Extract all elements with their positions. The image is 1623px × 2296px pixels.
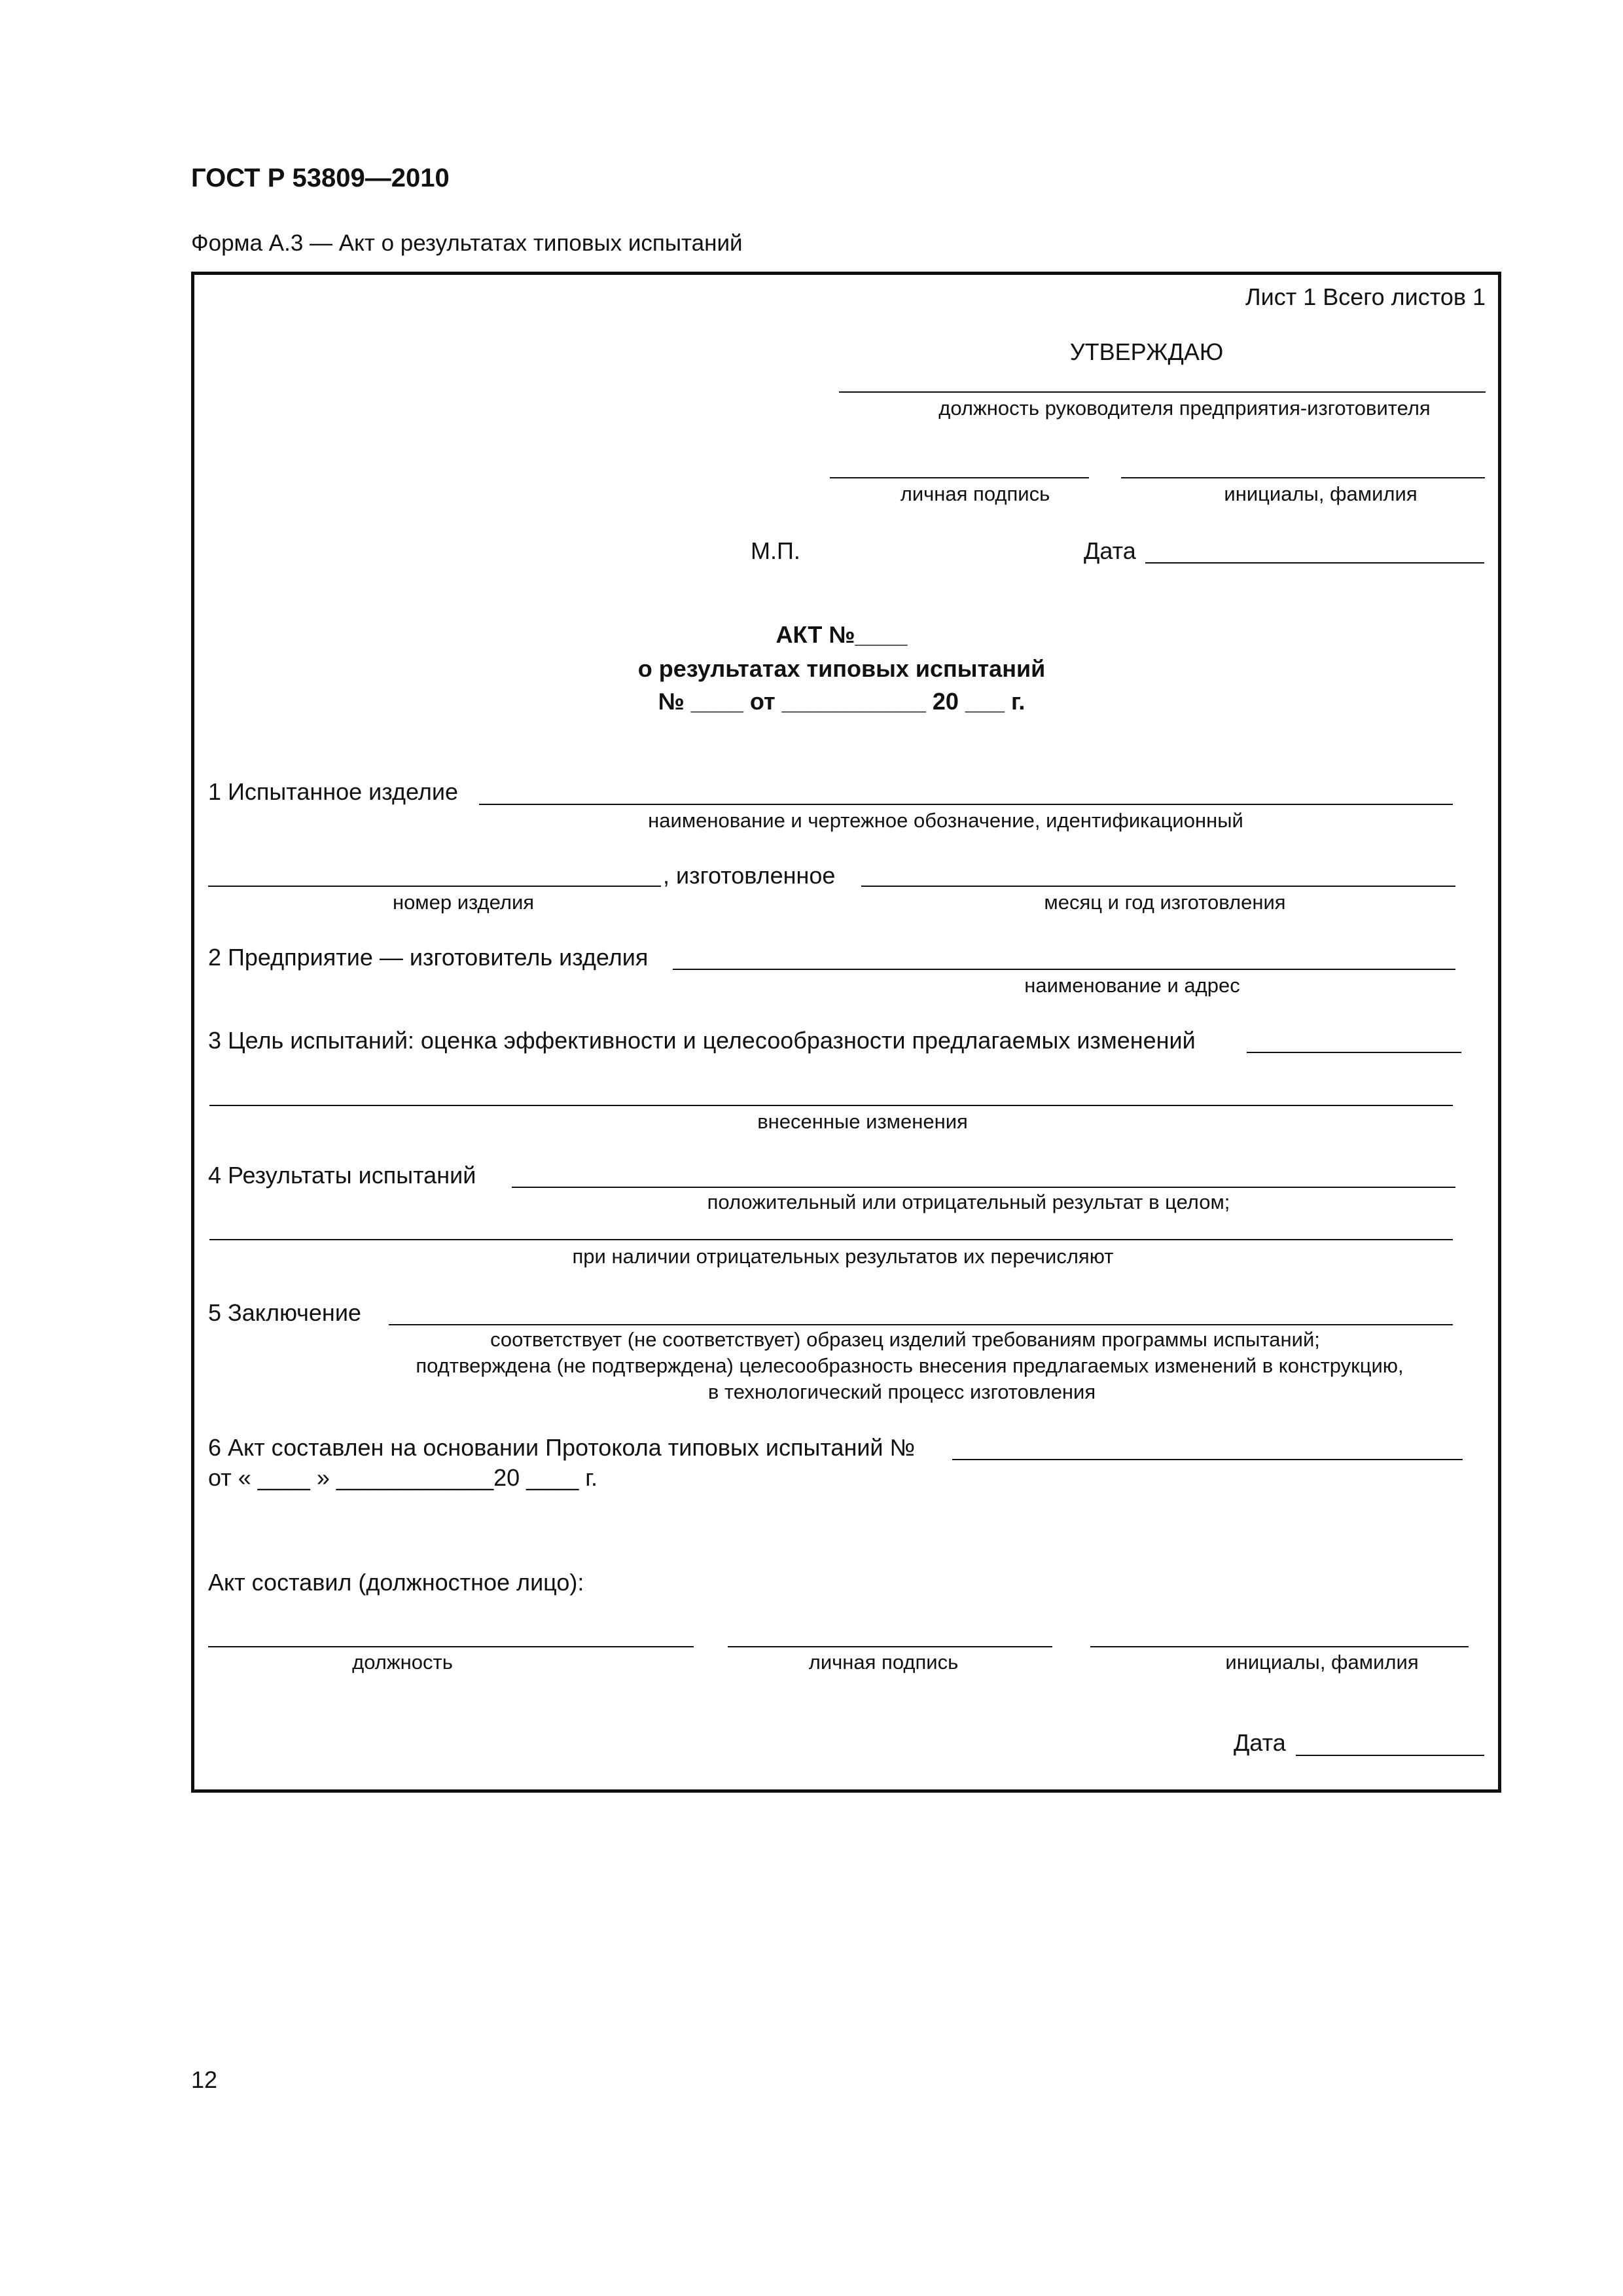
s4-label: 4 Результаты испытаний bbox=[208, 1162, 476, 1189]
act-number-date: № ____ от ___________ 20 ___ г. bbox=[658, 688, 1026, 715]
s1-date-caption: месяц и год изготовления bbox=[1044, 891, 1286, 914]
s5-caption-3: в технологический процесс изготовления bbox=[707, 1380, 1096, 1403]
compiled-name-line[interactable] bbox=[1090, 1646, 1469, 1647]
approval-position-caption: должность руководителя предприятия-изготовителя bbox=[938, 397, 1431, 420]
s2-caption: наименование и адрес bbox=[1024, 974, 1240, 997]
approval-position-line[interactable] bbox=[839, 391, 1486, 393]
s3-caption: внесенные изменения bbox=[757, 1110, 968, 1133]
compiled-label: Акт составил (должностное лицо): bbox=[208, 1569, 584, 1596]
s4-caption-1: положительный или отрицательный результат в целом; bbox=[707, 1191, 1230, 1213]
compiled-signature-line[interactable] bbox=[728, 1646, 1052, 1647]
compiled-signature-caption: личная подпись bbox=[808, 1651, 959, 1674]
s1-date-line[interactable] bbox=[861, 886, 1455, 887]
s5-caption-2: подтверждена (не подтверждена) целесообразность внесения предлагаемых изменений в конструкцию, bbox=[416, 1354, 1404, 1377]
s3-label: 3 Цель испытаний: оценка эффективности и целесообразности предлагаемых изменений bbox=[208, 1027, 1196, 1054]
s2-label: 2 Предприятие — изготовитель изделия bbox=[208, 944, 649, 971]
compiled-name-caption: инициалы, фамилия bbox=[1225, 1651, 1419, 1674]
s3-changes-line-2[interactable] bbox=[209, 1105, 1453, 1106]
approval-signature-line[interactable] bbox=[830, 477, 1089, 478]
s3-changes-line-1[interactable] bbox=[1247, 1052, 1461, 1053]
s6-protocol-line[interactable] bbox=[952, 1459, 1463, 1460]
s5-caption-1: соответствует (не соответствует) образец изделий требованиям программы испытаний; bbox=[490, 1328, 1320, 1351]
compiled-date-line[interactable] bbox=[1296, 1755, 1484, 1756]
s4-negative-line[interactable] bbox=[209, 1239, 1453, 1240]
s4-caption-2: при наличии отрицательных результатов их перечисляют bbox=[572, 1245, 1114, 1268]
act-subtitle: о результатах типовых испытаний bbox=[637, 655, 1046, 682]
compiled-position-caption: должность bbox=[352, 1651, 453, 1674]
seal-label: М.П. bbox=[751, 537, 800, 564]
s1-number-caption: номер изделия bbox=[392, 891, 535, 914]
approval-name-line[interactable] bbox=[1121, 477, 1485, 478]
approval-date-label: Дата bbox=[1084, 537, 1136, 564]
s1-manufactured-label: , изготовленное bbox=[663, 862, 836, 889]
s6-date: от « ____ » ____________20 ____ г. bbox=[208, 1464, 597, 1491]
approval-date-line[interactable] bbox=[1145, 562, 1484, 564]
s1-label: 1 Испытанное изделие bbox=[208, 778, 458, 805]
standard-header: ГОСТ Р 53809—2010 bbox=[191, 164, 450, 192]
s2-enterprise-line[interactable] bbox=[673, 969, 1455, 970]
page-number: 12 bbox=[191, 2066, 218, 2093]
s5-label: 5 Заключение bbox=[208, 1299, 361, 1326]
approval-signature-caption: личная подпись bbox=[900, 482, 1050, 505]
s6-label: 6 Акт составлен на основании Протокола типовых испытаний № bbox=[208, 1434, 916, 1461]
form-caption: Форма А.3 — Акт о результатах типовых испытаний bbox=[191, 230, 743, 256]
s5-conclusion-line[interactable] bbox=[389, 1324, 1453, 1325]
act-title: АКТ №____ bbox=[776, 621, 908, 648]
s1-caption: наименование и чертежное обозначение, идентификационный bbox=[648, 809, 1243, 832]
compiled-position-line[interactable] bbox=[208, 1646, 694, 1647]
s1-number-line[interactable] bbox=[208, 886, 661, 887]
approval-name-caption: инициалы, фамилия bbox=[1224, 482, 1418, 505]
approval-title: УТВЕРЖДАЮ bbox=[1069, 338, 1224, 365]
s1-product-line[interactable] bbox=[479, 804, 1453, 805]
compiled-date-label: Дата bbox=[1234, 1729, 1286, 1756]
sheet-info: Лист 1 Всего листов 1 bbox=[1245, 283, 1486, 310]
s4-result-line[interactable] bbox=[512, 1187, 1455, 1188]
